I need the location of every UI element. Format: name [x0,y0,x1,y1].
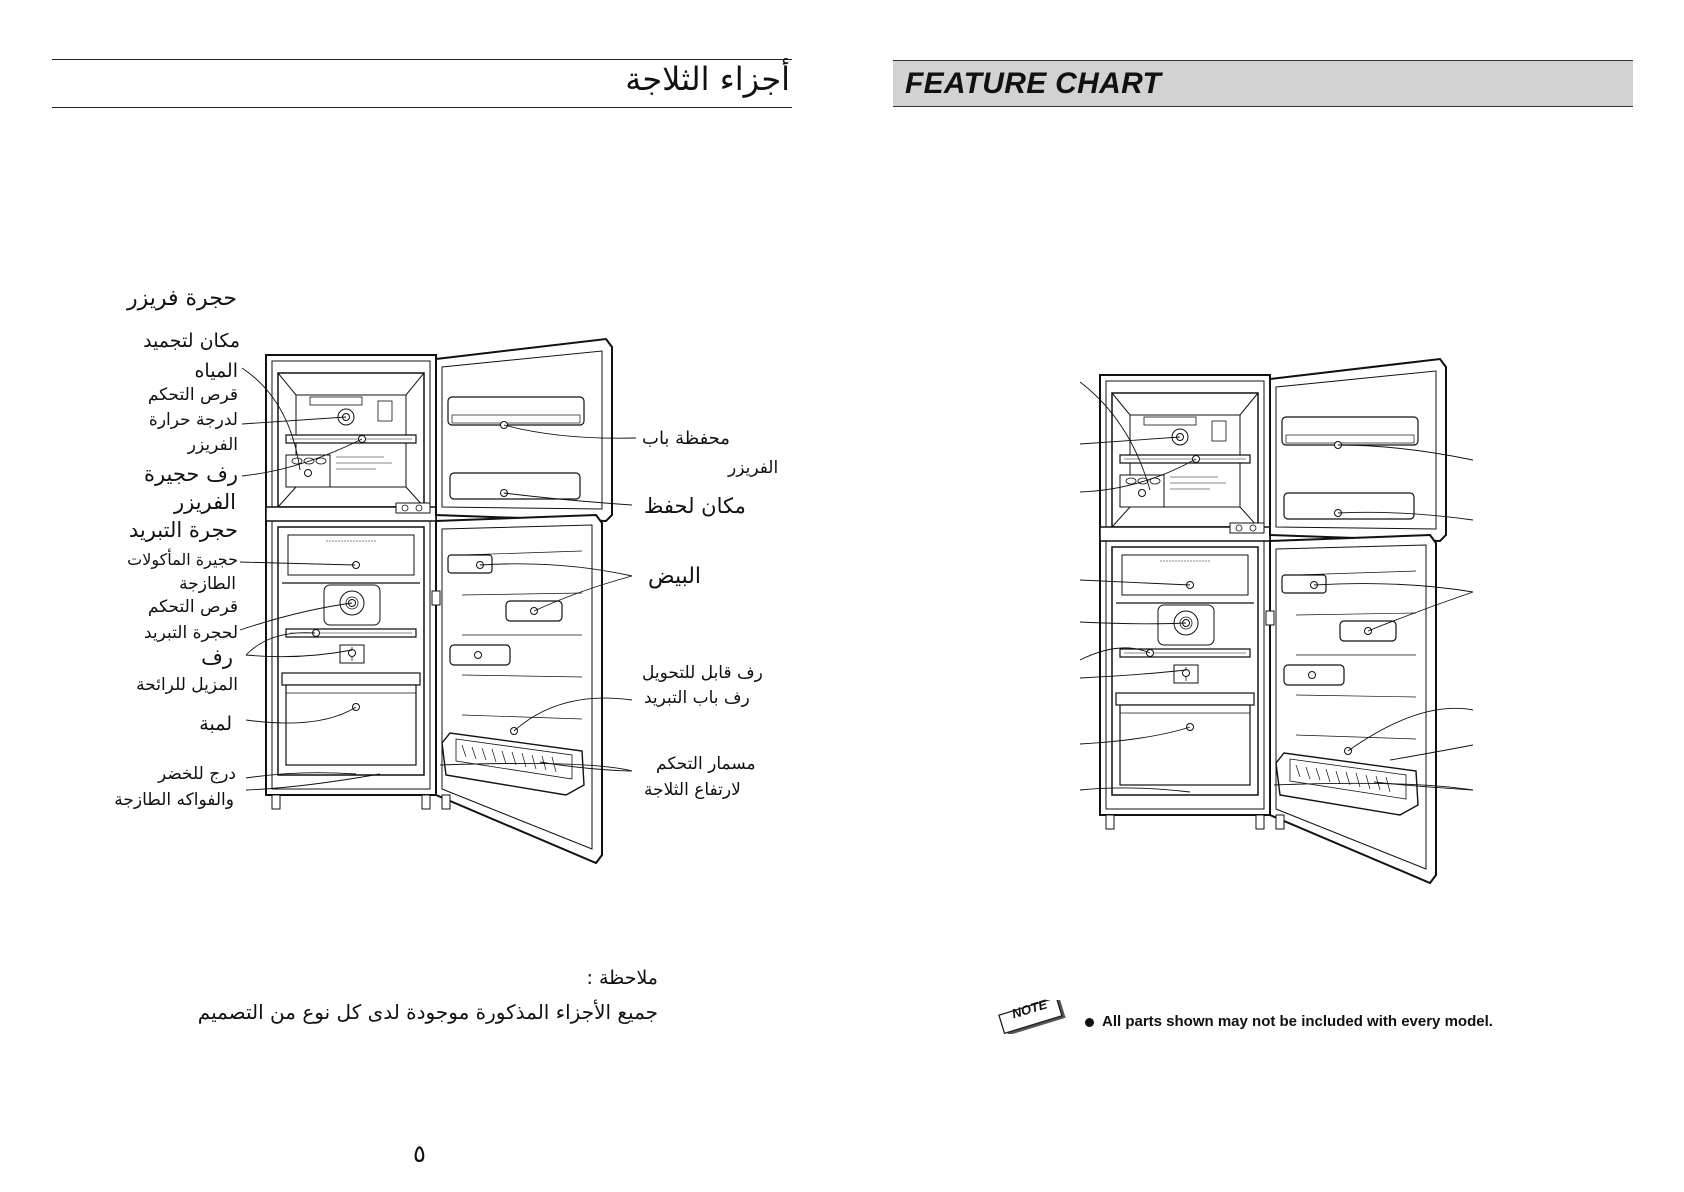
label-ice-place-2: المياه [194,360,238,382]
ar-page-title: أجزاء الثلاجة [625,60,790,98]
page-number: ٥ [413,1140,426,1168]
label-storage: مكان لحفظ [644,494,746,518]
label-freezer-door-2: الفريزر [728,458,779,478]
label-deodorizer: المزيل للرائحة [136,675,238,695]
label-freezer-shelf-2: الفريزر [173,490,236,514]
ar-note-text: جميع الأجزاء المذكورة موجودة لدى كل نوع من التصميم [197,1000,658,1024]
label-leveling-2: لارتفاع الثلاجة [644,780,741,800]
label-crisper-2: والفواكه الطازجة [114,790,234,810]
label-door-shelf-2: رف باب التبريد [644,688,750,708]
label-freezer-compartment: حجرة فريزر [127,286,237,311]
label-leveling-1: مسمار التحكم [656,754,756,774]
label-eggs: البيض [648,564,702,589]
label-freezer-knob-1: قرص التحكم [147,385,238,405]
label-fresh-box-2: الطازجة [179,574,236,594]
en-page-title: FEATURE CHART [905,67,1162,100]
label-lamp: لمبة [199,713,232,735]
label-fridge-knob-1: قرص التحكم [147,597,238,617]
en-note-text: All parts shown may not be included with every model. [1102,1013,1493,1030]
fridge-diagram-arabic [266,339,612,863]
label-crisper-1: درج للخضر [157,764,236,784]
label-door-shelf-1: رف قابل للتحويل [642,663,763,683]
label-fresh-box-1: حجيرة المأكولات [127,550,238,569]
label-freezer-knob-3: الفريزر [187,435,238,455]
label-fridge-knob-2: لحجرة التبريد [143,623,238,643]
label-shelf: رف [201,645,233,669]
ar-note-title: ملاحظة : [586,967,658,989]
note-badge-label: NOTE [1010,996,1049,1022]
label-fridge-compartment: حجرة التبريد [128,518,238,542]
label-ice-place-1: مكان لتجميد [143,330,240,352]
label-freezer-door-1: محفظة باب [642,428,730,449]
label-freezer-knob-2: لدرجة حرارة [148,410,238,430]
label-freezer-shelf-1: رف حجيرة [143,462,238,486]
